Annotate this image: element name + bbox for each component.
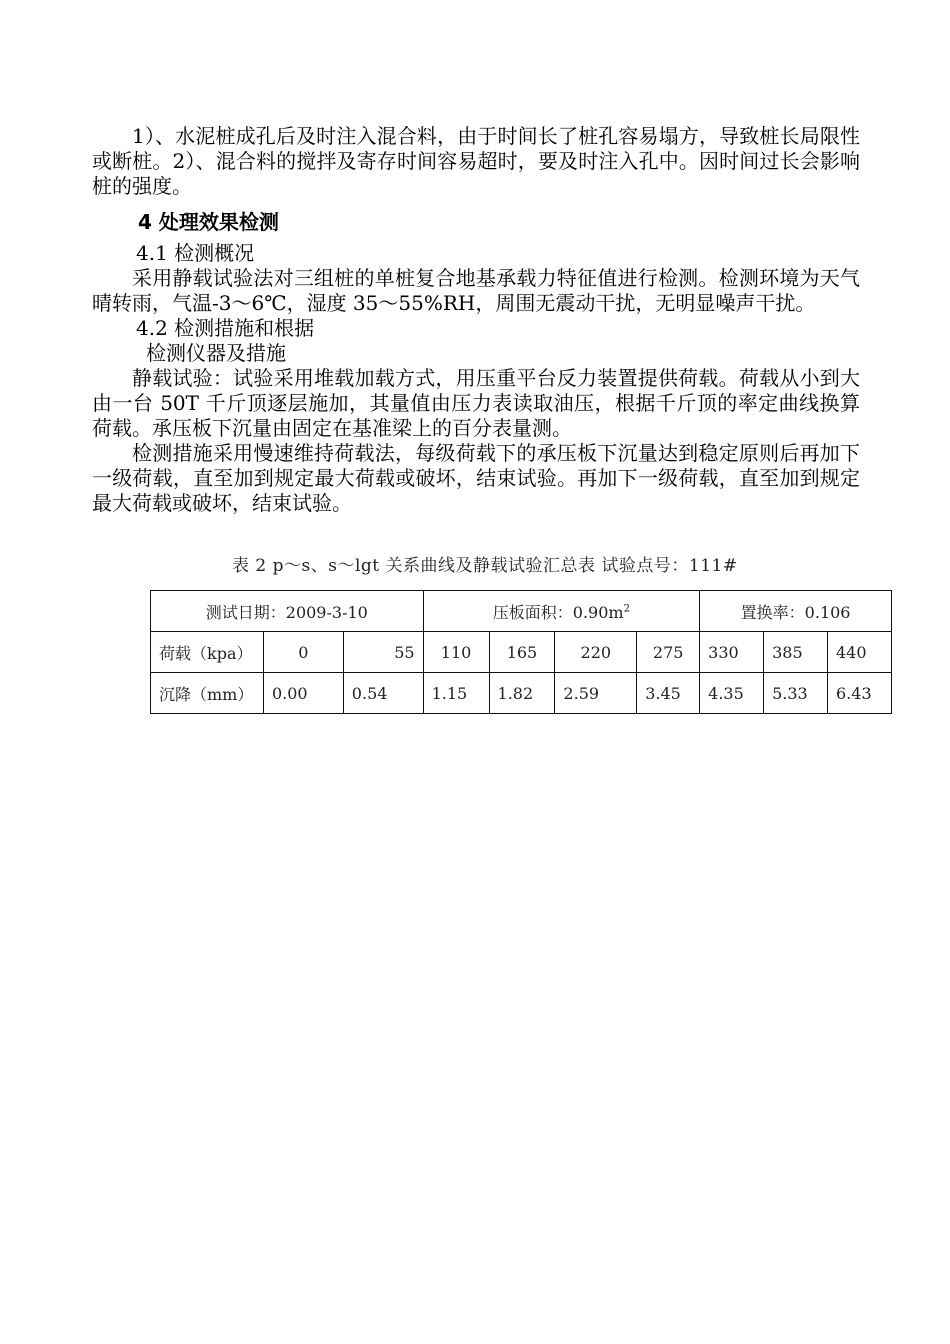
load-label-cell: 荷载（kpa） xyxy=(151,632,264,673)
paragraph-test-method: 检测措施采用慢速维持荷载法，每级荷载下的承压板下沉量达到稳定原则后再加下一级荷载，直至加到规定最大荷载或破坏，结束试验。再加下一级荷载，直至加到规定最大荷载或破坏，结束试验。 xyxy=(92,441,860,515)
load-value-cell: 165 xyxy=(489,632,555,673)
paragraph-static-load-test: 静载试验：试验采用堆载加载方式，用压重平台反力装置提供荷载。荷载从小到大由一台 50T 千斤顶逐层施加，其量值由压力表读取油压，根据千斤顶的率定曲线换算荷载。承压板下沉量由固定在基准梁上的百分表量测。 xyxy=(92,366,860,440)
settlement-value-cell: 0.54 xyxy=(343,673,423,714)
load-value-cell: 440 xyxy=(828,632,892,673)
plate-area-cell xyxy=(423,591,700,632)
subsection-4-1: 4.1 检测概况 xyxy=(136,241,255,265)
table-header-row xyxy=(151,591,892,632)
section-heading-4: 4 处理效果检测 xyxy=(138,210,279,234)
settlement-value-cell: 1.82 xyxy=(489,673,555,714)
load-value-cell: 0 xyxy=(263,632,343,673)
load-value-cell: 55 xyxy=(343,632,423,673)
document-body xyxy=(92,124,860,516)
settlement-value-cell: 1.15 xyxy=(423,673,489,714)
static-load-summary-table xyxy=(150,590,892,714)
load-value-cell: 330 xyxy=(700,632,764,673)
test-date-cell: 测试日期：2009-3-10 xyxy=(151,591,424,632)
settlement-value-cell: 4.35 xyxy=(700,673,764,714)
settlement-value-cell: 6.43 xyxy=(828,673,892,714)
settlement-value-cell: 2.59 xyxy=(555,673,637,714)
plate-area-unit-sup: 2 xyxy=(623,603,630,615)
load-value-cell: 385 xyxy=(764,632,828,673)
settlement-value-cell: 3.45 xyxy=(637,673,700,714)
settlement-label-cell: 沉降（mm） xyxy=(151,673,264,714)
load-value-cell: 220 xyxy=(555,632,637,673)
table-row-settlement xyxy=(151,673,892,714)
plate-area-text: 压板面积：0.90m xyxy=(492,602,624,622)
paragraph-test-overview: 采用静载试验法对三组桩的单桩复合地基承载力特征值进行检测。检测环境为天气晴转雨，气温-3～6℃，湿度 35～55%RH，周围无震动干扰，无明显噪声干扰。 xyxy=(92,266,860,315)
subsection-instruments: 检测仪器及措施 xyxy=(146,341,286,365)
settlement-value-cell: 5.33 xyxy=(764,673,828,714)
load-value-cell: 110 xyxy=(423,632,489,673)
replacement-rate-cell: 置换率：0.106 xyxy=(700,591,892,632)
settlement-value-cell: 0.00 xyxy=(263,673,343,714)
load-value-cell: 275 xyxy=(637,632,700,673)
table-caption: 表 2 p～s、s～lgt 关系曲线及静载试验汇总表 试验点号：111# xyxy=(232,556,738,576)
subsection-4-2: 4.2 检测措施和根据 xyxy=(136,316,315,340)
table-row-load xyxy=(151,632,892,673)
paragraph-construction-notes: 1）、水泥桩成孔后及时注入混合料，由于时间长了桩孔容易塌方，导致桩长局限性或断桩。2）、混合料的搅拌及寄存时间容易超时，要及时注入孔中。因时间过长会影响桩的强度。 xyxy=(92,124,860,198)
